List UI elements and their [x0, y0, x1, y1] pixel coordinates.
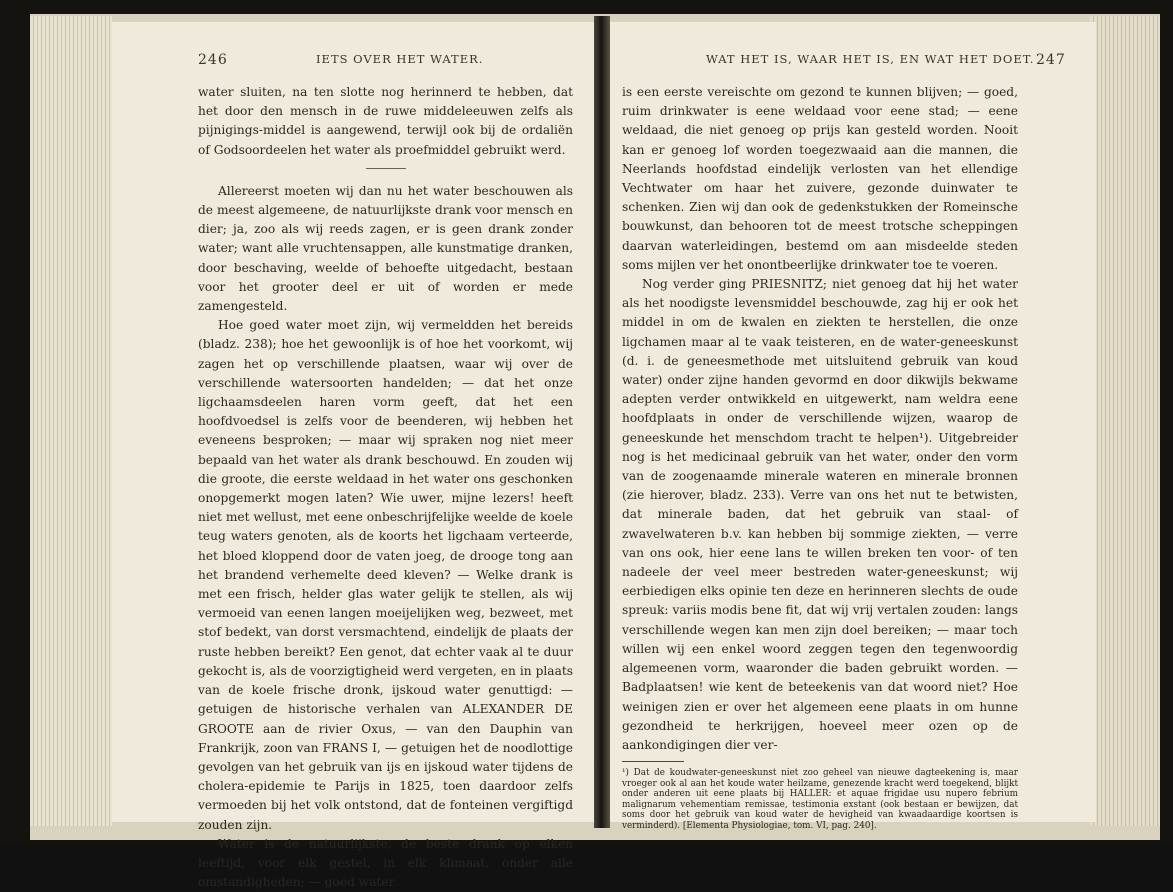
right-page-number: 247 — [1036, 52, 1066, 68]
left-text-column — [198, 83, 573, 892]
right-paragraph-1: is een eerste vereischte om gezond te kunnen blijven; — goed, ruim drinkwater is eene weldaad voor eene stad; — eene weldaad, die niet genoeg op prijs kan gesteld worden. Nooit kan er genoeg lof worden toegezwaaid aan die mannen, die Neerlands hoofdstad eindelijk verlosten van het ellendige Vechtwater om haar het zuivere, gezonde duinwater te schenken. Zien wij dan ook de gedenkstukken der Romeinsche bouwkunst, dan behooren tot de meest trotsche scheppingen daarvan waterleidingen, bestemd om aan misdeelde steden soms mijlen ver het onontbeerlijke drinkwater toe te voeren. — [622, 85, 1018, 272]
right-paragraph-2: Nog verder ging PRIESNITZ; niet genoeg dat hij het water als het noodigste levensmiddel beschouwde, zag hij er ook het middel in om de kwalen en ziekten te herstellen, die onze ligchamen maar al te vaak teisteren, en de water-geneeskunst (d. i. de geneesmethode met uitsluitend gebruik van koud water) onder zijne handen gevormd en door dikwijls bekwame adepten verder ontwikkeld en uitgewerkt, nam weldra eene hoofdplaats in onder de verschillende wijzen, waarop de geneeskunde het menschdom tracht te helpen¹). Uitgebreider nog is het medicinaal gebruik van het water, onder den vorm van de zoogenaamde minerale wateren en minerale bronnen (zie hierover, bladz. 233). Verre van ons het nut te betwisten, dat minerale baden, dat het gebruik van staal- of zwavelwateren b.v. kan hebben bij sommige ziekten, — verre van ons ook, hier eene lans te willen breken ten voor- of ten nadeele der veel meer bestreden water-geneeskunst; wij eerbiedigen elks opinie ten deze en herinneren slechts de oude spreuk: variis modis bene fit, dat wij vrij vertalen zouden: langs verschillende wegen kan men zijn doel bereiken; — maar toch willen wij een enkel woord zeggen tegen den tegenwoordig algemeenen vorm, waaronder die baden gebruikt worden. — Badplaatsen! wie kent de beteekenis van dat woord niet? Hoe weinigen zien er over het algemeen eene plaats in om hunne gezondheid te herkrijgen, hoeveel meer ozen op de aankondigingen dier ver- — [622, 277, 1018, 752]
left-page-edges — [30, 16, 112, 826]
book-gutter — [594, 16, 610, 828]
left-paragraph-2: Allereerst moeten wij dan nu het water beschouwen als de meest algemeene, de natuurlijkste drank voor mensch en dier; ja, zoo als wij reeds zagen, er is geen drank zonder water; want alle vruchtensappen, alle kunstmatige dranken, door beschaving, weelde of behoefte uitgedacht, bestaan voor het grooter deel er uit of worden er mede zamengesteld. — [198, 183, 573, 314]
right-page-edges — [1090, 16, 1160, 826]
right-text-column — [622, 83, 1018, 832]
section-divider — [366, 168, 406, 169]
footnote: ¹) Dat de koudwater-geneeskunst niet zoo geheel van nieuwe dagteekening is, maar vroeger ook al aan het koude water heilzame, genezende kracht werd toegekend, blijkt onder anderen uit eene plaats bij HALLER: et aquae frigidae usu nupero febrium malignarum vehementiam remissae, testimonia exstant (ook bestaan er bewijzen, dat soms door het gebruik van koud water de hevigheid van kwaadaardige koortsen is verminderd). [Elementa Physiologiae, tom. VI, pag. 240]. — [622, 768, 1018, 832]
left-paragraph-4: Water is de natuurlijkste, de beste drank op elken leeftijd, voor elk gestel, in elk klimaat, onder alle omstandigheden; — goed water — [198, 836, 573, 890]
left-paragraph-1: water sluiten, na ten slotte nog herinnerd te hebben, dat het door den mensch in de ruwe middeleeuwen zelfs als pijnigings-middel is aangewend, terwijl ook bij de ordaliën of Godsoordeelen het water als proefmiddel gebruikt werd. — [198, 85, 573, 157]
left-paragraph-3: Hoe goed water moet zijn, wij vermeldden het bereids (bladz. 238); hoe het gewoonlijk is of hoe het voorkomt, wij zagen het op verschillende plaatsen, waar wij over de verschillende watersoorten handelden; — dat het onze ligchaamsdeelen haren vorm geeft, dat het een hoofdvoedsel is zelfs voor de beenderen, wij hebben het eveneens besproken; — maar wij spraken nog niet meer bepaald van het water als drank beschouwd. En zouden wij die groote, die eerste weldaad in het water ons geschonken onopgemerkt mogen laten? Wie uwer, mijne lezers! heeft niet met wellust, met eene onbeschrijfelijke weelde de koele teug waters genoten, als de koorts het ligchaam verteerde, het bloed kloppend door de vaten joeg, de drooge tong aan het brandend verhemelte deed kleven? — Welke drank is met een frisch, helder glas water gelijk te stellen, als wij vermoeid van eenen langen moeijelijken weg, bezweet, met stof bedekt, van dorst versmachtend, eindelijk de plaats der ruste hebben bereikt? Een genot, dat echter vaak al te duur gekocht is, als de voorzigtigheid werd vergeten, en in plaats van de koele frische dronk, ijskoud water genuttigd: — getuigen de historische verhalen van ALEXANDER DE GROOTE aan de rivier Oxus, — van den Dauphin van Frankrijk, zoon van FRANS I, — getuigen het de noodlottige gevolgen van het gebruik van ijs en ijskoud water tijdens de cholera-epidemie te Parijs in 1825, toen daardoor zelfs vermoeden bij het volk ontstond, dat de fonteinen vergiftigd zouden zijn. — [198, 318, 573, 832]
left-running-head: IETS OVER HET WATER. — [316, 52, 484, 66]
footnote-rule — [622, 761, 684, 762]
left-page-number: 246 — [198, 52, 228, 68]
right-running-head: WAT HET IS, WAAR HET IS, EN WAT HET DOET. — [706, 52, 1035, 66]
